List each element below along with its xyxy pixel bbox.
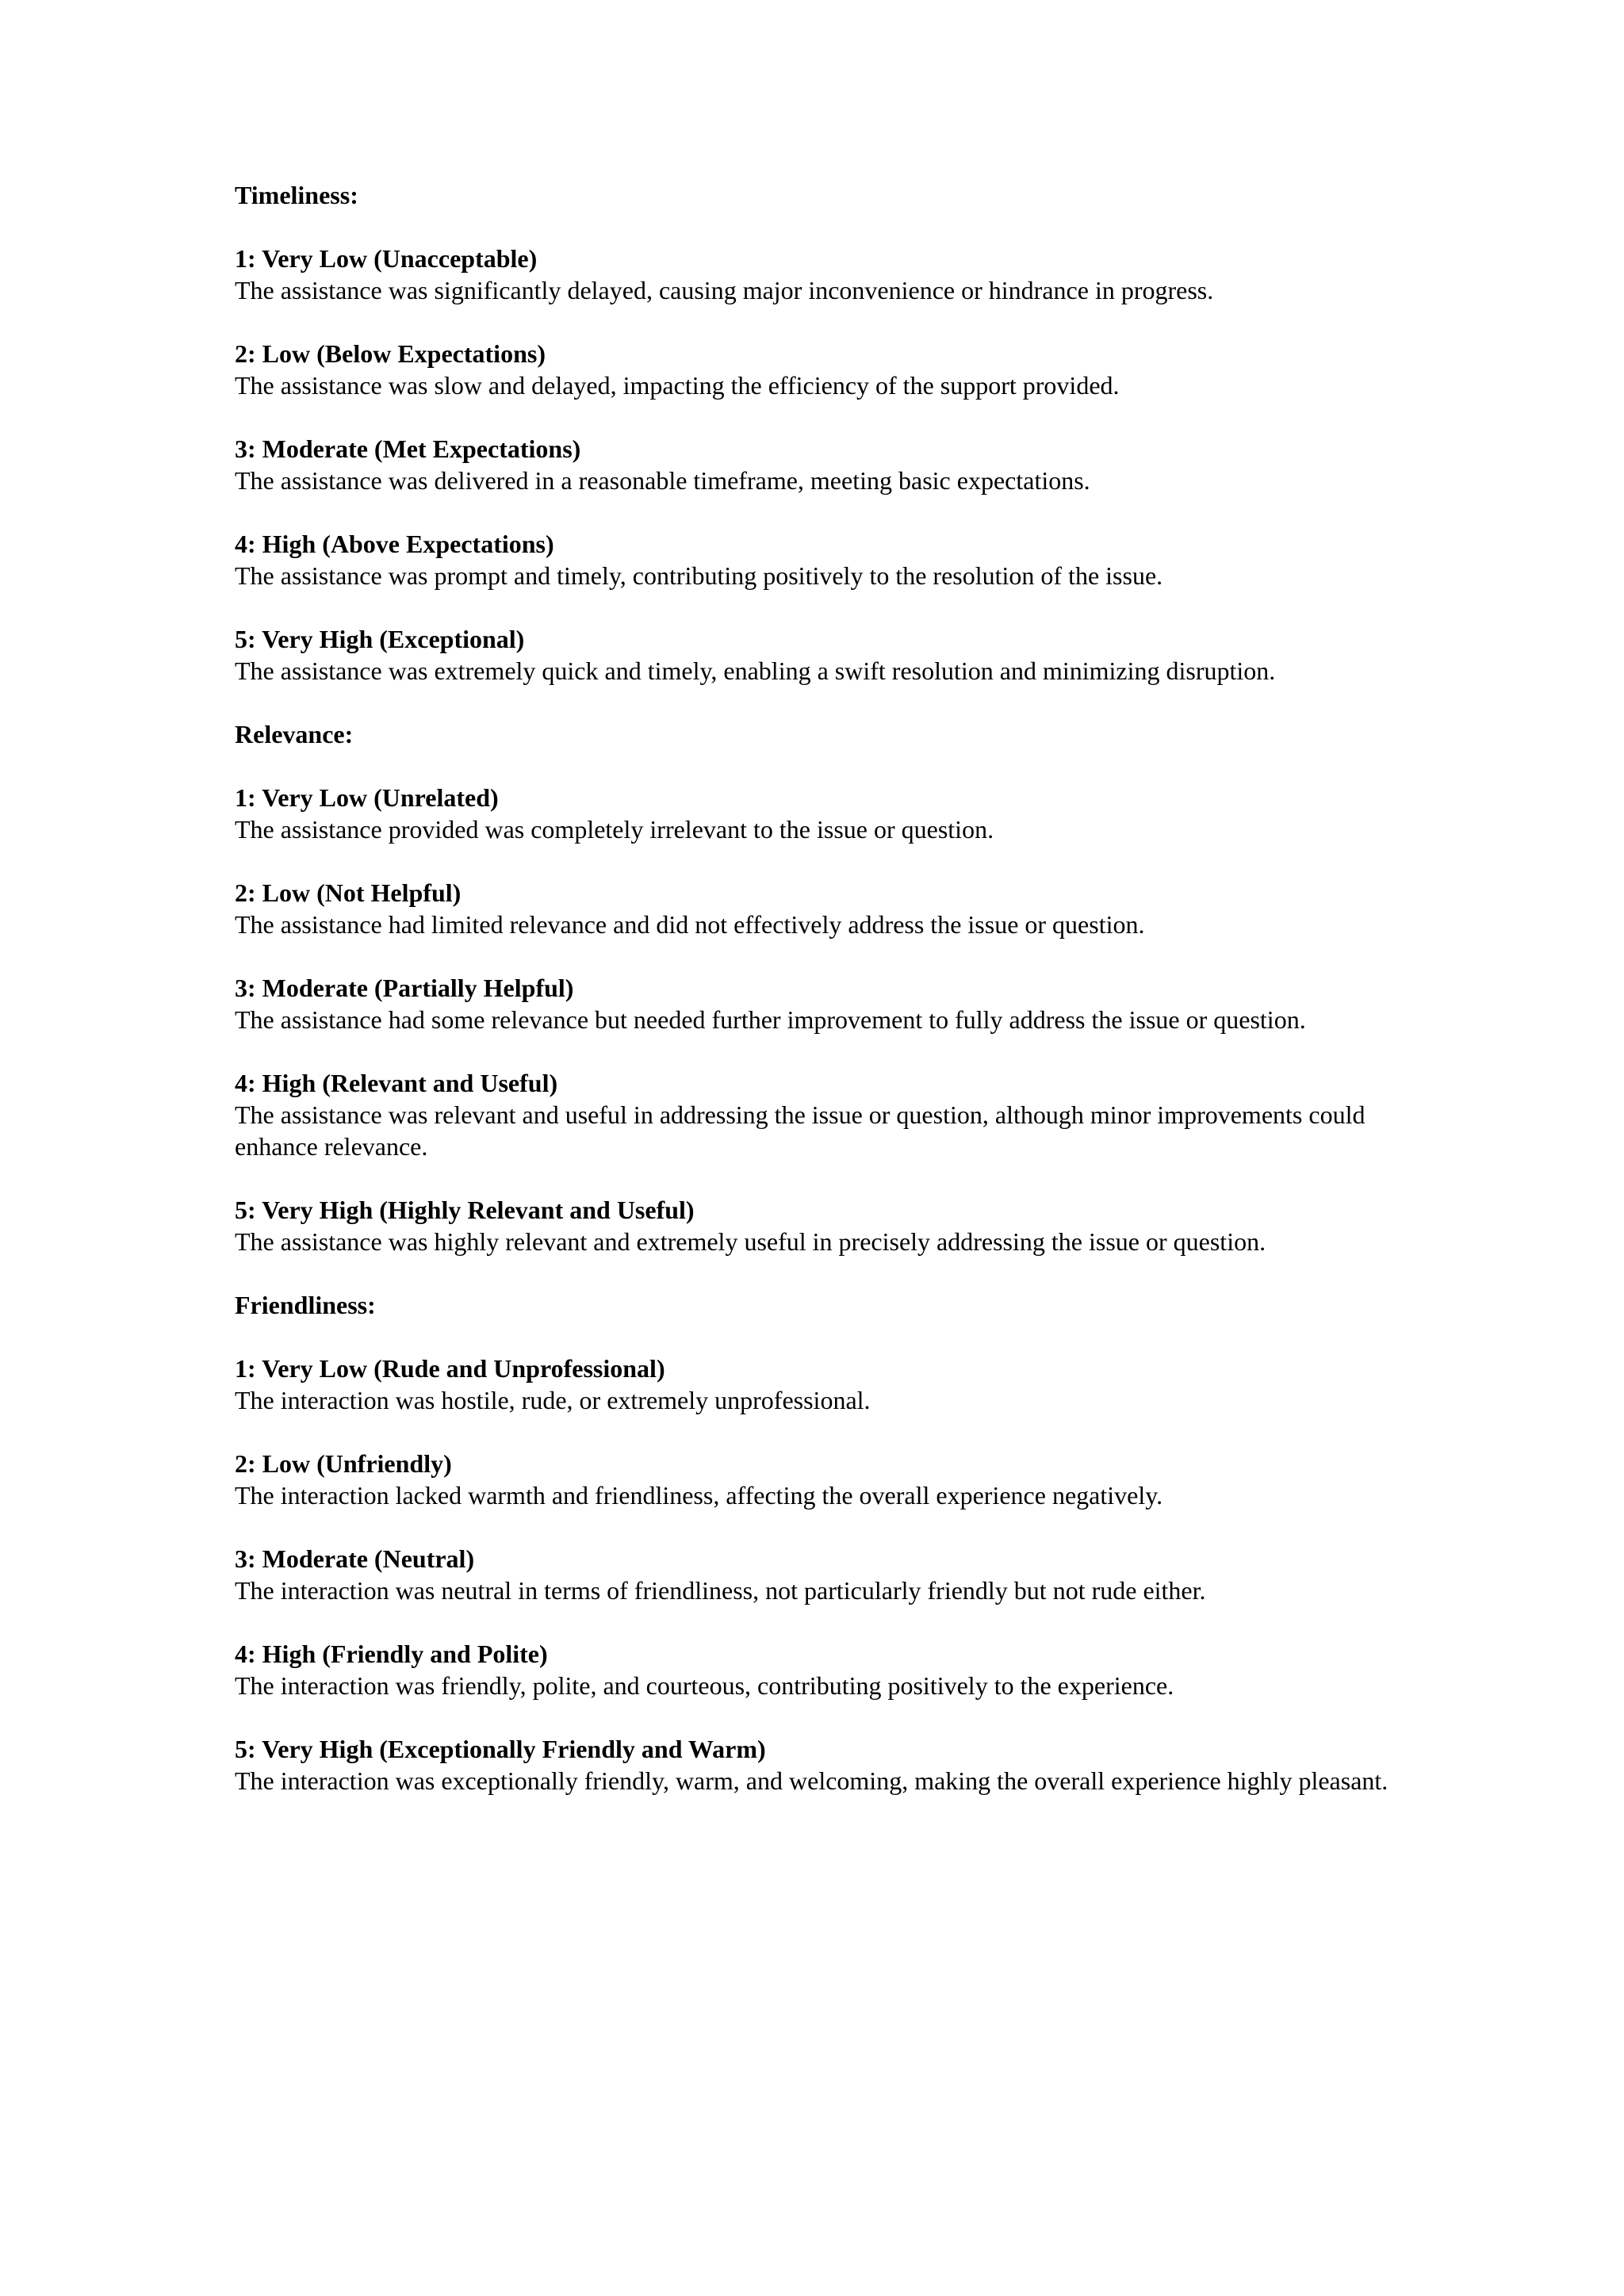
level-description: The interaction was exceptionally friendly, warm, and welcoming, making the overall experience highly pleasant. [235, 1766, 1388, 1795]
rating-level [235, 1638, 1408, 1701]
document-page [235, 179, 1408, 1828]
section-title: Timeliness: [235, 181, 358, 209]
level-title: 4: High (Above Expectations) [235, 530, 554, 558]
level-title: 2: Low (Below Expectations) [235, 339, 546, 368]
level-title: 2: Low (Unfriendly) [235, 1449, 452, 1478]
section-title: Relevance: [235, 720, 354, 748]
level-title: 5: Very High (Exceptional) [235, 625, 525, 653]
section-timeliness [235, 179, 1408, 687]
rating-level [235, 1353, 1408, 1416]
level-title: 1: Very Low (Unacceptable) [235, 244, 538, 273]
level-title: 2: Low (Not Helpful) [235, 878, 462, 907]
level-description: The interaction lacked warmth and friendliness, affecting the overall experience negatively. [235, 1481, 1163, 1510]
level-description: The assistance was highly relevant and extremely useful in precisely addressing the issue or question. [235, 1227, 1266, 1256]
level-description: The assistance was extremely quick and timely, enabling a swift resolution and minimizing disruption. [235, 656, 1276, 685]
level-description: The interaction was friendly, polite, and courteous, contributing positively to the experience. [235, 1671, 1174, 1700]
level-title: 1: Very Low (Rude and Unprofessional) [235, 1354, 665, 1383]
level-description: The interaction was hostile, rude, or extremely unprofessional. [235, 1386, 871, 1414]
rating-level [235, 243, 1408, 306]
level-title: 5: Very High (Highly Relevant and Useful) [235, 1196, 695, 1224]
rating-level [235, 1067, 1408, 1162]
rating-level [235, 1448, 1408, 1511]
section-friendliness [235, 1289, 1408, 1797]
level-description: The assistance was significantly delayed, causing major inconvenience or hindrance in progress. [235, 276, 1214, 304]
level-title: 1: Very Low (Unrelated) [235, 783, 499, 812]
rating-level [235, 782, 1408, 845]
level-description: The assistance was prompt and timely, contributing positively to the resolution of the issue. [235, 561, 1163, 590]
rating-level [235, 1543, 1408, 1606]
level-title: 3: Moderate (Met Expectations) [235, 434, 581, 463]
section-title: Friendliness: [235, 1291, 376, 1319]
rating-level [235, 623, 1408, 687]
rating-level [235, 338, 1408, 401]
level-description: The assistance had some relevance but needed further improvement to fully address the issue or question. [235, 1005, 1306, 1034]
level-title: 3: Moderate (Partially Helpful) [235, 974, 574, 1002]
level-description: The assistance provided was completely irrelevant to the issue or question. [235, 815, 994, 844]
level-title: 5: Very High (Exceptionally Friendly and Warm) [235, 1735, 766, 1763]
section-relevance [235, 718, 1408, 1257]
rating-level [235, 972, 1408, 1035]
level-description: The assistance was slow and delayed, impacting the efficiency of the support provided. [235, 371, 1120, 400]
rating-level [235, 877, 1408, 940]
level-description: The assistance was delivered in a reasonable timeframe, meeting basic expectations. [235, 466, 1090, 495]
level-description: The assistance was relevant and useful in addressing the issue or question, although minor improvements could enhance relevance. [235, 1100, 1365, 1161]
level-title: 4: High (Friendly and Polite) [235, 1640, 548, 1668]
rating-level [235, 1194, 1408, 1257]
level-description: The assistance had limited relevance and did not effectively address the issue or question. [235, 910, 1145, 939]
rating-level [235, 528, 1408, 591]
rating-level [235, 433, 1408, 496]
level-description: The interaction was neutral in terms of friendliness, not particularly friendly but not rude either. [235, 1576, 1206, 1605]
level-title: 3: Moderate (Neutral) [235, 1544, 475, 1573]
rating-level [235, 1733, 1408, 1797]
level-title: 4: High (Relevant and Useful) [235, 1069, 558, 1097]
